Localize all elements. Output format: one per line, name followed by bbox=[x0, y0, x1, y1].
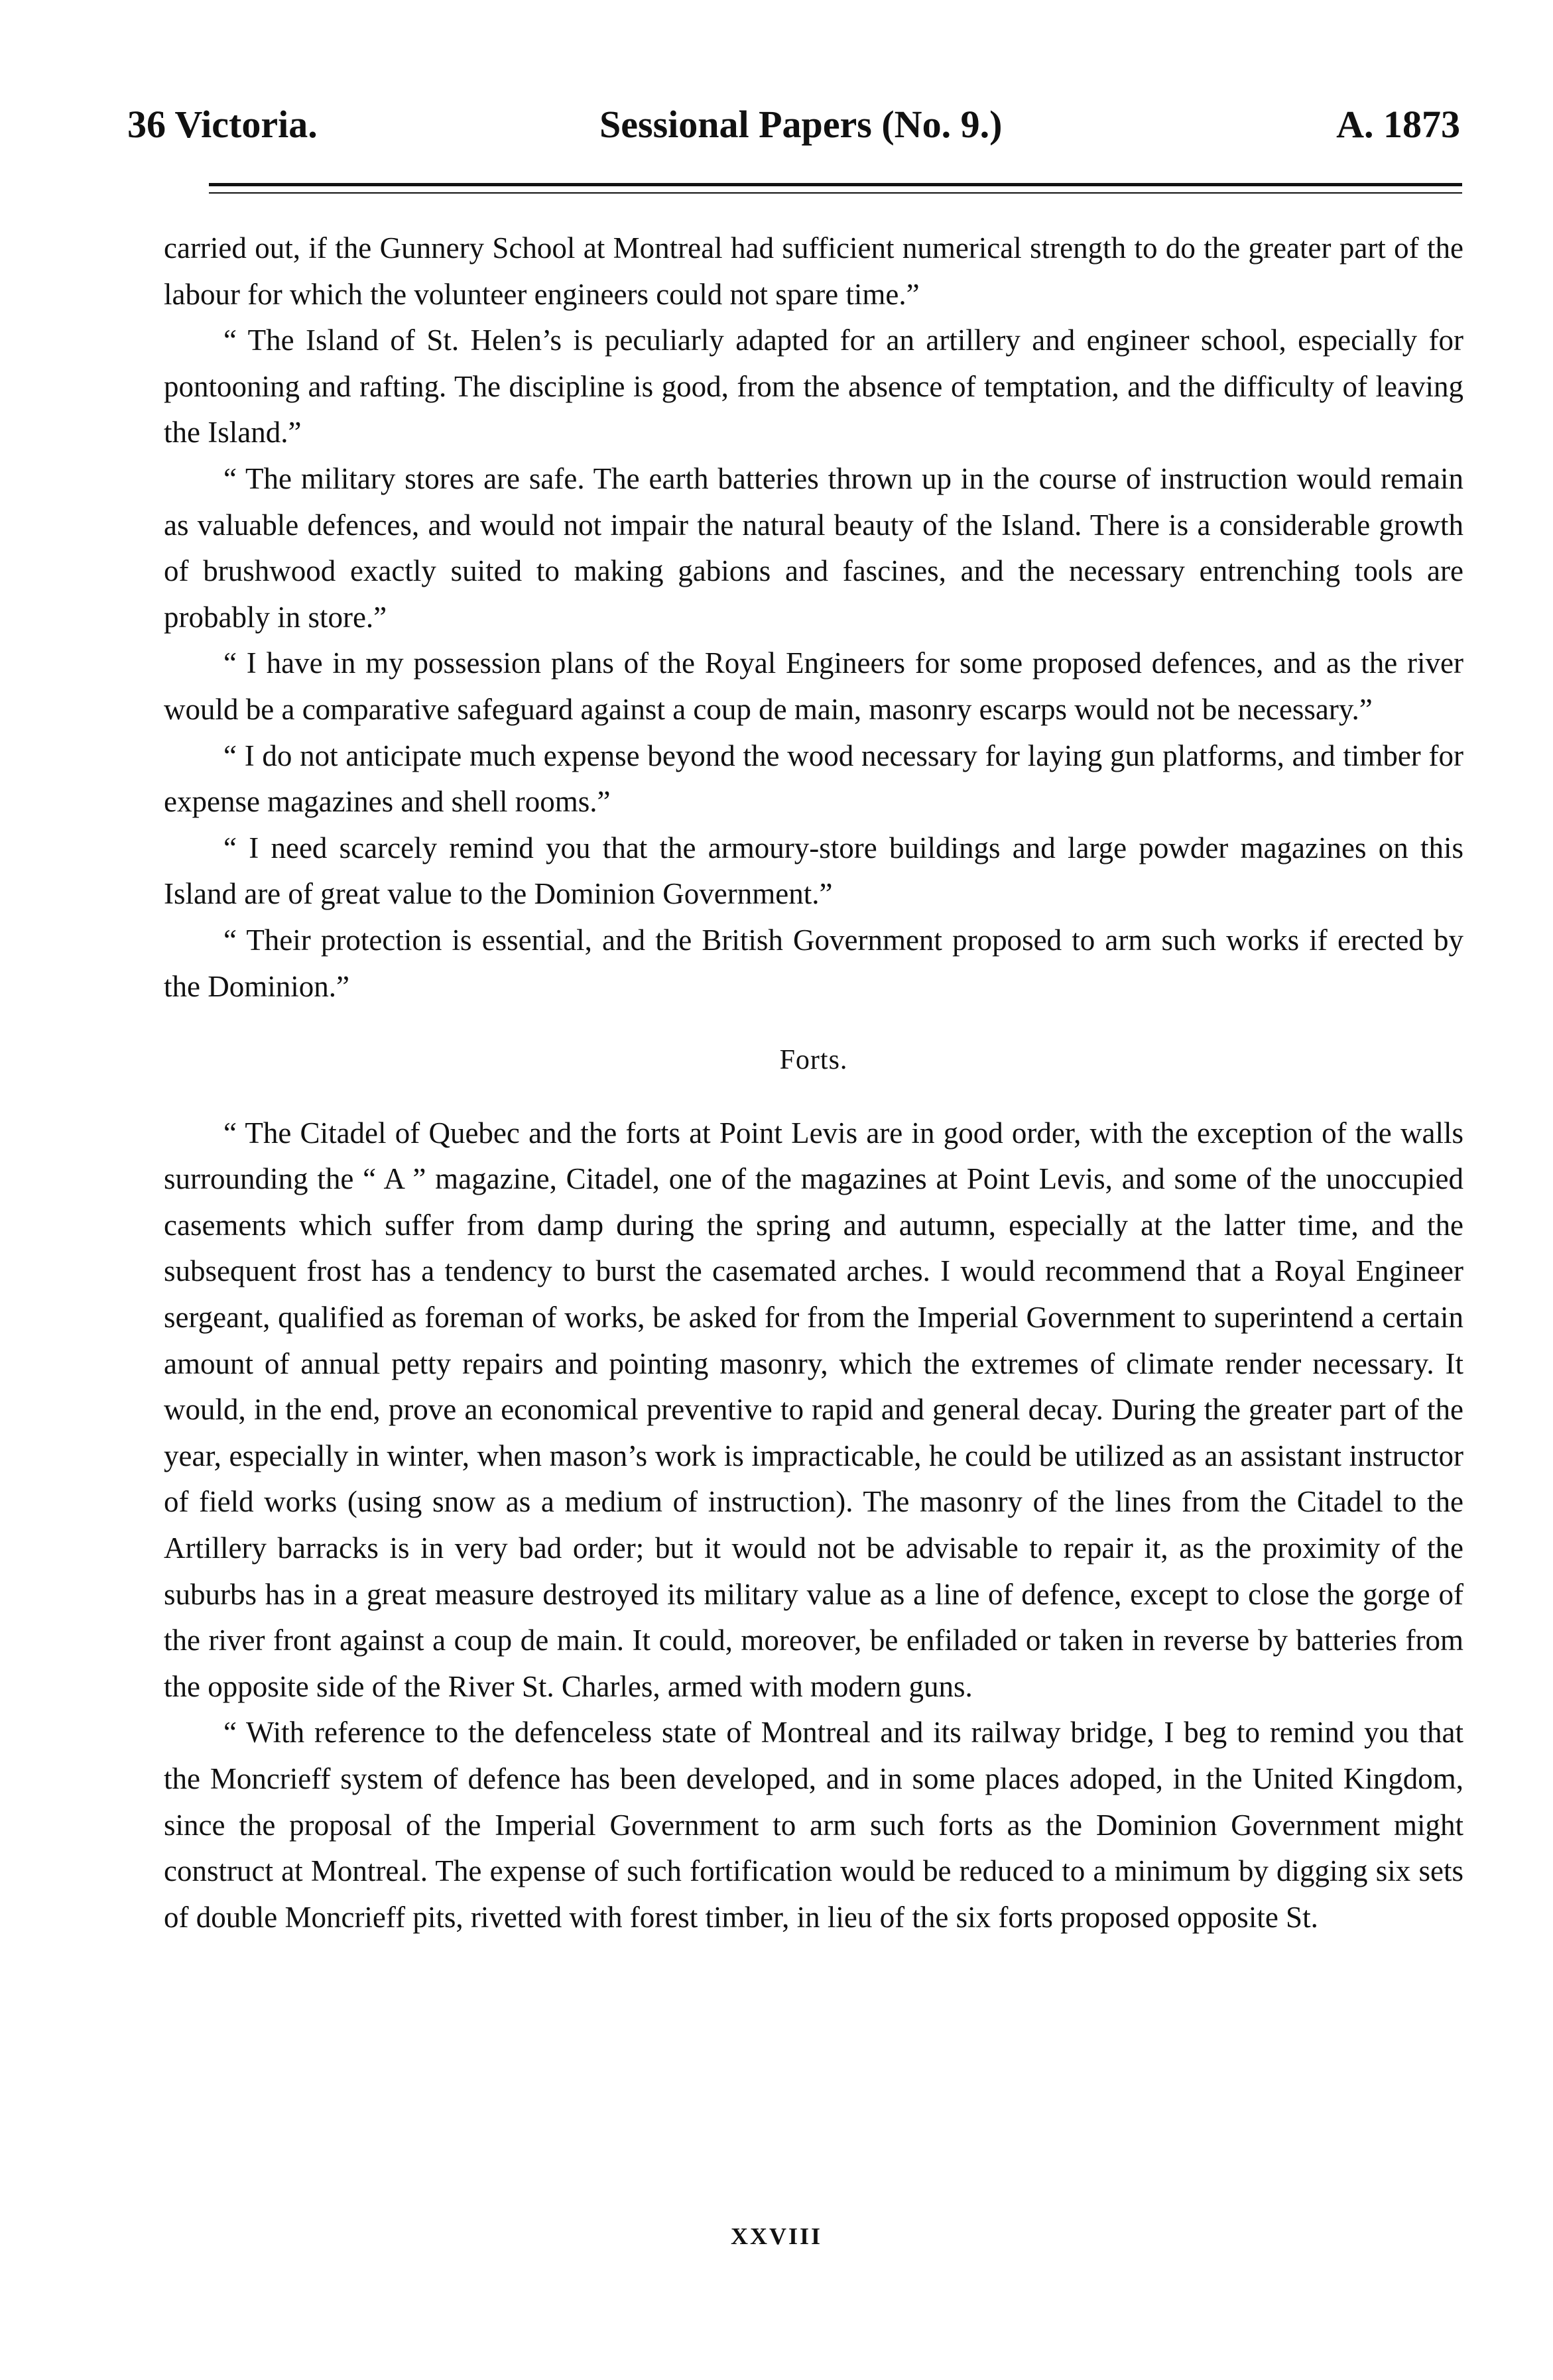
section-heading: Forts. bbox=[779, 1045, 848, 1076]
header-title: Sessional Papers (No. 9.) bbox=[599, 103, 1003, 146]
header-year: A. 1873 bbox=[1336, 103, 1460, 146]
header-volume: 36 Victoria. bbox=[127, 103, 318, 146]
header-rule-thin bbox=[209, 192, 1462, 194]
paragraph: “ The Citadel of Quebec and the forts at Point Levis are in good order, with the exception of the walls surrounding the “ A ” magazine, Citadel, one of the magazines at Point Levis, and some of the unoccupied casements which suffer from damp during the spring and autumn, especially at the latter time, and the subsequent frost has a tendency to burst the casemated arches. I would recommend that a Royal Engineer sergeant, qualified as foreman of works, be asked for from the Imperial Government to superintend a certain amount of annual petty repairs and pointing masonry, which the extremes of climate render necessary. It would, in the end, prove an economical preventive to rapid and general decay. During the greater part of the year, especially in winter, when mason’s work is impracticable, he could be utilized as an assistant instructor of field works (using snow as a medium of instruction). The masonry of the lines from the Citadel to the Artillery barracks is in very bad order; but it would not be advisable to repair it, as the proximity of the suburbs has in a great measure destroyed its military value as a line of defence, except to close the gorge of the river front against a coup de main. It could, moreover, be enfiladed or taken in reverse by batteries from the opposite side of the River St. Charles, armed with modern guns. bbox=[164, 1116, 1463, 1703]
header-rule-thick bbox=[209, 183, 1462, 186]
paragraph: “ I need scarcely remind you that the armoury-store buildings and large powder magazines on this Island are of great value to the Dominion Government.” bbox=[164, 831, 1463, 911]
running-header bbox=[127, 98, 1460, 151]
paragraph: “ I have in my possession plans of the Royal Engineers for some proposed defences, and as the river would be a comparative safeguard against a coup de main, masonry escarps would not be necessary.” bbox=[164, 646, 1463, 726]
paragraph: carried out, if the Gunnery School at Montreal had sufficient numerical strength to do the greater part of the labour for which the volunteer engineers could not spare time.” bbox=[164, 231, 1463, 311]
paragraph: “ With reference to the defenceless state of Montreal and its railway bridge, I beg to remind you that the Moncrieff system of defence has been developed, and in some places adoped, in the United Kingdom, since the proposal of the Imperial Government to arm such forts as the Dominion Government might construct at Montreal. The expense of such fortification would be reduced to a minimum by digging six sets of double Moncrieff pits, rivetted with forest timber, in lieu of the six forts proposed opposite St. bbox=[164, 1716, 1463, 1934]
paragraph: “ I do not anticipate much expense beyond the wood necessary for laying gun platforms, and timber for expense magazines and shell rooms.” bbox=[164, 739, 1463, 819]
paragraph: “ Their protection is essential, and the British Government proposed to arm such works if erected by the Dominion.” bbox=[164, 923, 1463, 1003]
paragraph: “ The military stores are safe. The earth batteries thrown up in the course of instruction would remain as valuable defences, and would not impair the natural beauty of the Island. There is a considerable growth of brushwood exactly suited to making gabions and fascines, and the necessary entrenching tools are probably in store.” bbox=[164, 461, 1463, 634]
body-text bbox=[164, 225, 1463, 1940]
page-number: XXVIII bbox=[730, 2223, 823, 2249]
paragraph: “ The Island of St. Helen’s is peculiarly adapted for an artillery and engineer school, especially for pontooning and rafting. The discipline is good, from the absence of temptation, and the difficulty of leaving the Island.” bbox=[164, 324, 1463, 449]
